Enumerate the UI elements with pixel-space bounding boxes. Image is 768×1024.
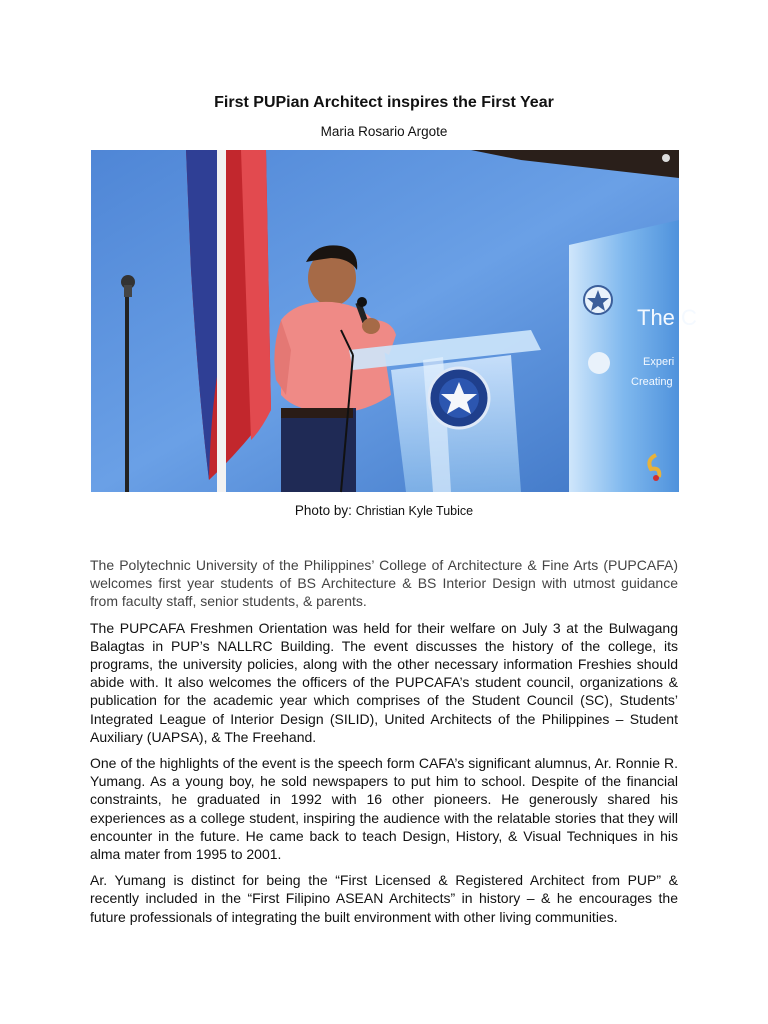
caption-prefix: Photo by: [294, 503, 352, 518]
event-photo [91, 150, 697, 492]
screen-text-3: Creating [631, 376, 673, 388]
photo-caption [0, 503, 768, 518]
body-paragraph: One of the highlights of the event is the speech form CAFA’s significant alumnus, Ar. Ronnie R. Yumang. As a young boy, he sold newspapers to put him to school. Despite of the financial constraints, he graduated in 1992 with 16 other pioneers. He generously shared his experiences as a college student, inspiring the audience with the relatable stories that they will encounter in the future. He came back to teach Design, History, & Visual Techniques in his alma mater from 1995 to 2001. [90, 755, 678, 863]
body-paragraph: Ar. Yumang is distinct for being the “First Licensed & Registered Architect from PUP” & recently included in the “First Filipino ASEAN Architects” in history – & he encourages the future professionals of integrating the built environment with other living communities. [90, 872, 678, 925]
article-author: Maria Rosario Argote [320, 124, 448, 139]
screen-text-1: The C [637, 305, 697, 330]
article-title: First PUPian Architect inspires the First Year [214, 94, 554, 111]
body-paragraph: The PUPCAFA Freshmen Orientation was held for their welfare on July 3 at the Bulwagang Balagtas in PUP’s NALLRC Building. The event discusses the history of the college, its programs, the university policies, along with the other necessary information Freshies should abide with. It also welcomes the officers of the PUPCAFA’s student council, organizations & publication for the academic year which comprises of the Student Council (SC), Students’ Integrated League of Interior Design (SILID), United Architects of the Philippines – Student Auxiliary (UAPSA), & The Freehand. [90, 619, 678, 745]
screen-text-2: Experi [643, 356, 675, 368]
article-body [90, 556, 678, 934]
body-paragraph: The Polytechnic University of the Philippines’ College of Architecture & Fine Arts (PUPCAFA) welcomes first year students of BS Architecture & BS Interior Design with utmost guidance from faculty staff, senior students, & parents. [90, 557, 678, 610]
photographer-name: Christian Kyle Tubice [355, 504, 474, 518]
